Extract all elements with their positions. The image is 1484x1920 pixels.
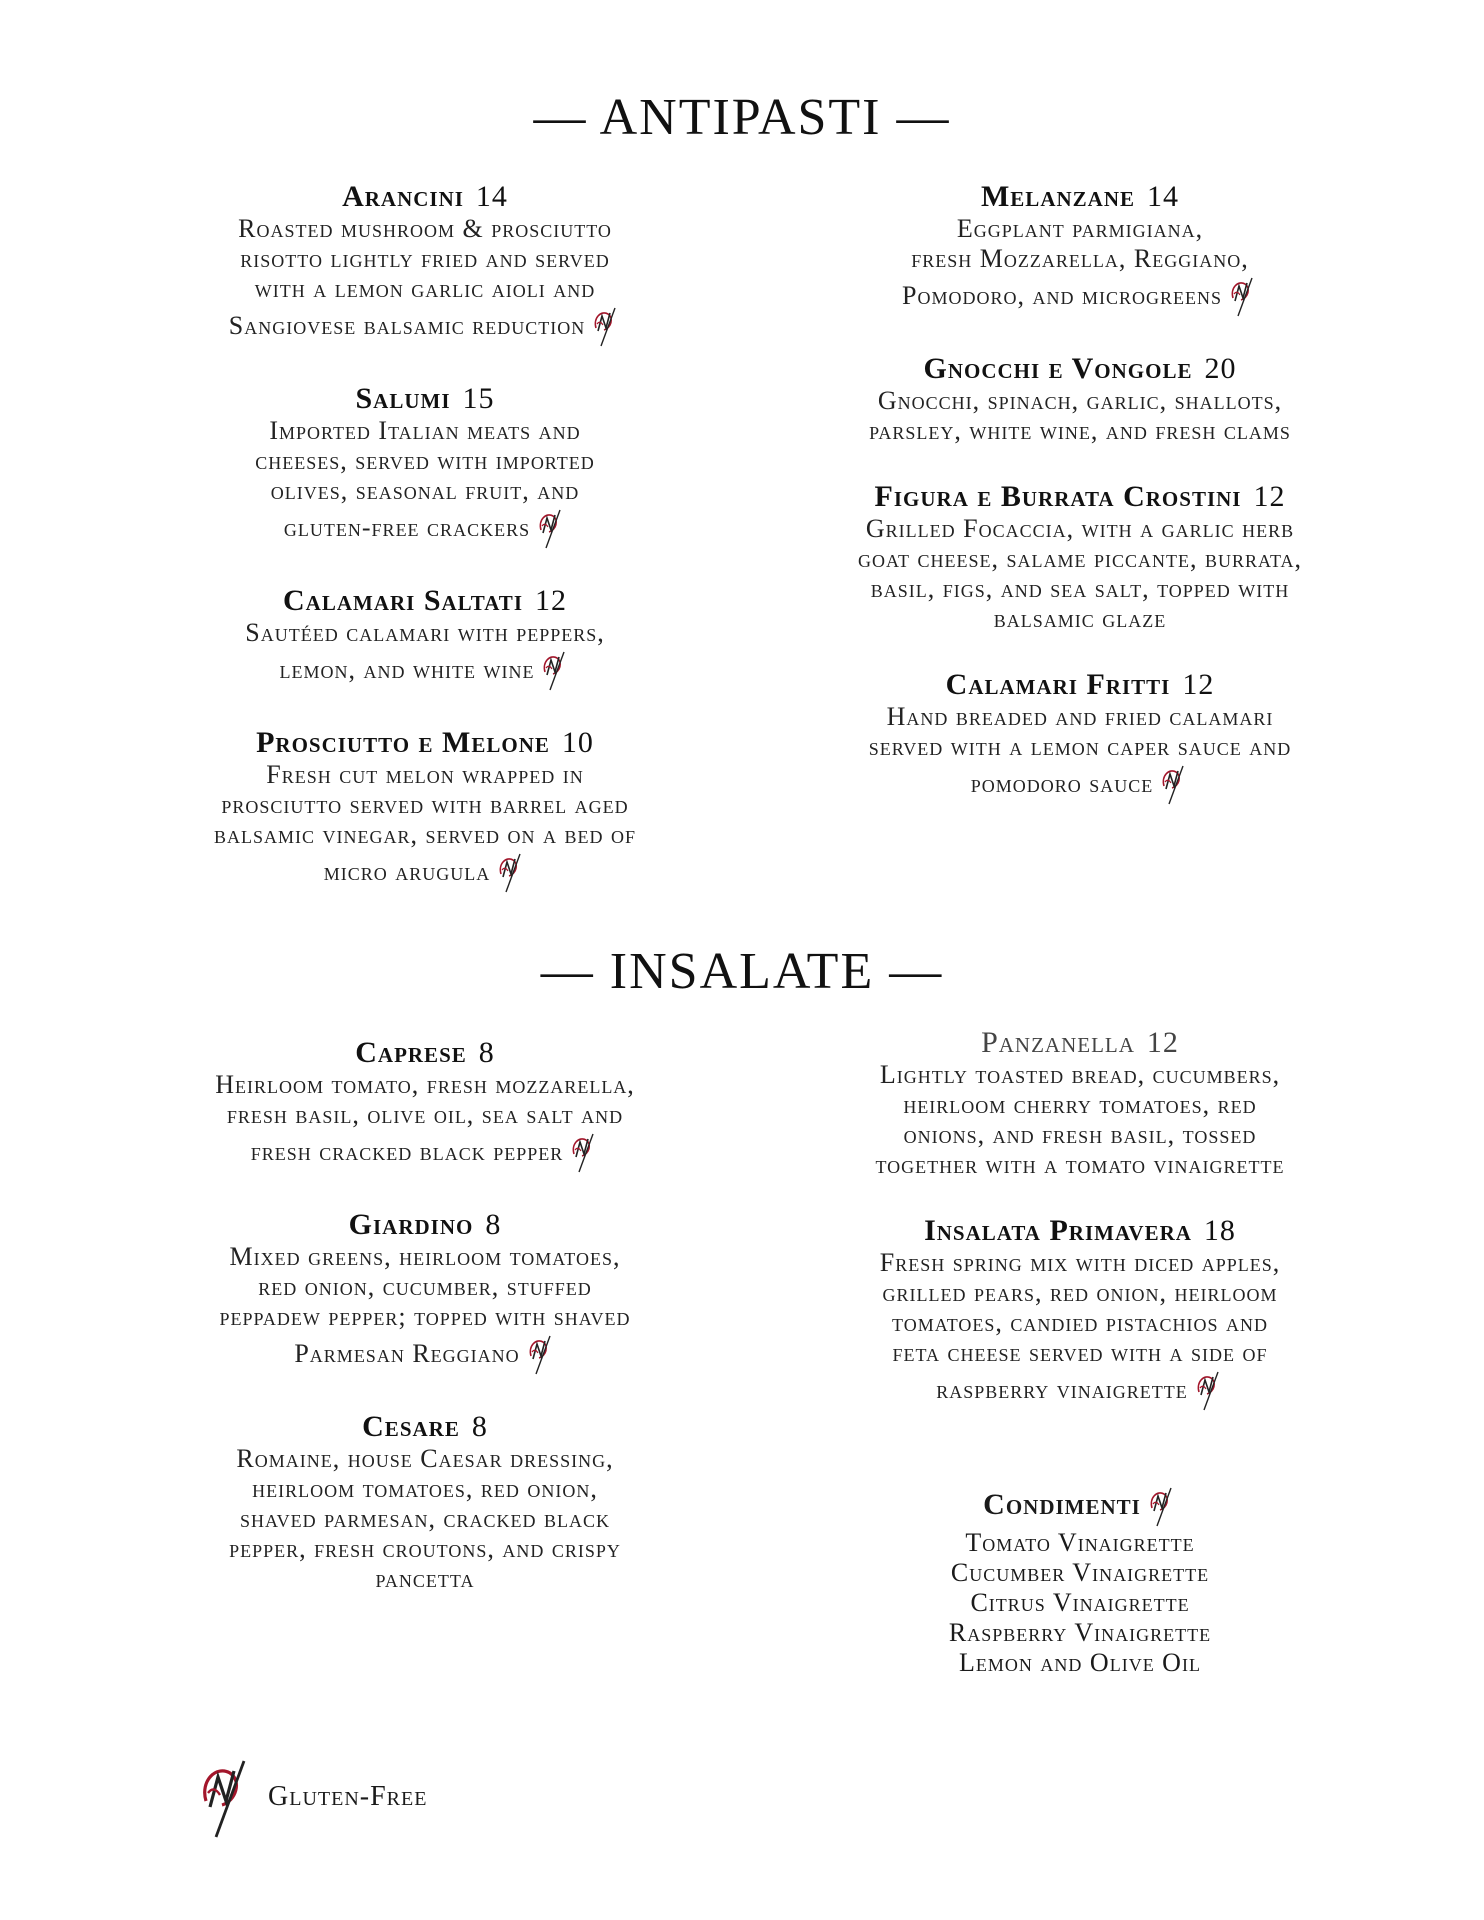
description-text: red onion, cucumber, stuffed: [258, 1272, 592, 1301]
description-line: [130, 850, 720, 894]
menu-item: [130, 1036, 720, 1174]
gluten-free-icon: [526, 1332, 556, 1376]
condimenti-item: Lemon and Olive Oil: [959, 1648, 1201, 1677]
gluten-free-icon: [1228, 274, 1258, 318]
description-line: [780, 1338, 1380, 1368]
description-line: [130, 274, 720, 304]
description-text: cheeses, served with imported: [255, 446, 595, 475]
menu-item-description: [780, 386, 1380, 446]
condimenti-item: Tomato Vinaigrette: [965, 1528, 1195, 1557]
antipasti-right-column: [780, 180, 1380, 840]
description-line: [780, 732, 1380, 762]
description-text: Fresh cut melon wrapped in: [266, 760, 584, 789]
gluten-free-icon: [1147, 1484, 1177, 1528]
menu-item-description: [780, 1060, 1380, 1180]
description-line: [130, 1302, 720, 1332]
menu-item-heading: [130, 382, 720, 416]
description-text: Mixed greens, heirloom tomatoes,: [229, 1242, 621, 1271]
description-text: heirloom tomatoes, red onion,: [252, 1474, 598, 1503]
menu-item: [780, 668, 1380, 806]
description-text: shaved parmesan, cracked black: [239, 1504, 611, 1533]
description-text: Romaine, house Caesar dressing,: [236, 1444, 614, 1473]
description-line: [130, 1444, 720, 1474]
menu-item-description: [780, 214, 1380, 318]
description-text: parsley, white wine, and fresh clams: [869, 416, 1291, 445]
description-text: Heirloom tomato, fresh mozzarella,: [215, 1070, 635, 1099]
menu-item-name: Melanzane: [980, 180, 1135, 213]
description-text: risotto lightly fried and served: [240, 244, 610, 273]
gluten-free-icon: [536, 506, 566, 550]
insalate-title: — INSALATE —: [540, 943, 944, 1000]
description-text: feta cheese served with a side of: [892, 1338, 1268, 1367]
description-line: [130, 790, 720, 820]
description-text: raspberry vinaigrette: [936, 1375, 1188, 1404]
menu-item-price: 14: [475, 180, 508, 213]
description-line: [780, 214, 1380, 244]
description-line: [780, 1308, 1380, 1338]
insalate-right-column: [780, 1026, 1380, 1446]
menu-item-heading: [130, 1036, 720, 1070]
description-line: [130, 304, 720, 348]
menu-item-heading: [130, 1410, 720, 1444]
description-text: balsamic glaze: [993, 604, 1167, 633]
description-line: [130, 820, 720, 850]
menu-item-price: 14: [1147, 180, 1179, 213]
menu-item-price: 8: [485, 1208, 502, 1241]
menu-item: [780, 1214, 1380, 1412]
description-line: [780, 762, 1380, 806]
menu-item-price: 8: [478, 1036, 495, 1069]
description-text: Hand breaded and fried calamari: [886, 702, 1274, 731]
description-text: peppadew pepper; topped with shaved: [219, 1302, 631, 1331]
description-text: Gnocchi, spinach, garlic, shallots,: [877, 386, 1283, 415]
menu-item-name: Insalata Primavera: [924, 1214, 1192, 1247]
menu-item-price: 12: [1146, 1026, 1179, 1059]
menu-item-description: [780, 514, 1380, 634]
menu-item-description: [780, 1248, 1380, 1412]
menu-item-heading: [780, 1026, 1380, 1060]
description-line: [780, 604, 1380, 634]
menu-item: [780, 180, 1380, 318]
description-line: [780, 244, 1380, 274]
description-line: [130, 1070, 720, 1100]
menu-item-price: 12: [1253, 480, 1286, 513]
menu-item: [780, 352, 1380, 446]
menu-item-description: [130, 1070, 720, 1174]
menu-item-name: Panzanella: [981, 1026, 1135, 1059]
description-line: [130, 1534, 720, 1564]
description-line: [780, 1368, 1380, 1412]
menu-item-price: 12: [535, 584, 567, 617]
description-text: pomodoro sauce: [970, 769, 1154, 798]
menu-item: [130, 726, 720, 894]
description-text: olives, seasonal fruit, and: [270, 476, 580, 505]
description-text: fresh basil, olive oil, sea salt and: [226, 1100, 624, 1129]
menu-item-price: 15: [462, 382, 495, 415]
menu-item-description: [130, 1444, 720, 1594]
menu-item-heading: [780, 352, 1380, 386]
description-text: heirloom cherry tomatoes, red: [903, 1090, 1257, 1119]
description-line: [130, 1504, 720, 1534]
menu-item: [780, 1026, 1380, 1180]
description-text: Parmesan Reggiano: [294, 1339, 520, 1368]
description-text: onions, and fresh basil, tossed: [903, 1120, 1257, 1149]
description-text: Sautéed calamari with peppers,: [245, 618, 605, 647]
menu-item-name: Gnocchi e Vongole: [923, 352, 1193, 385]
menu-item-name: Salumi: [355, 382, 451, 415]
menu-item-price: 20: [1204, 352, 1237, 385]
menu-item: [780, 480, 1380, 634]
description-text: Lightly toasted bread, cucumbers,: [879, 1060, 1281, 1089]
menu-item-price: 12: [1182, 668, 1215, 701]
description-line: [130, 416, 720, 446]
description-text: tomatoes, candied pistachios and: [892, 1308, 1268, 1337]
description-text: lemon, and white wine: [279, 655, 535, 684]
antipasti-title: — ANTIPASTI —: [533, 89, 951, 146]
description-line: [130, 760, 720, 790]
description-line: [130, 214, 720, 244]
description-text: together with a tomato vinaigrette: [875, 1150, 1285, 1179]
description-line: [130, 244, 720, 274]
description-line: [130, 446, 720, 476]
gluten-free-icon: [196, 1752, 256, 1842]
description-line: [780, 1248, 1380, 1278]
description-text: grilled pears, red onion, heirloom: [882, 1278, 1278, 1307]
menu-item-heading: [130, 726, 720, 760]
description-text: prosciutto served with barrel aged: [221, 790, 629, 819]
description-text: gluten-free crackers: [283, 513, 531, 542]
description-line: [780, 1120, 1380, 1150]
menu-item-heading: [780, 180, 1380, 214]
menu-item-description: [130, 760, 720, 894]
menu-item-description: [130, 416, 720, 550]
description-line: [780, 1090, 1380, 1120]
insalate-left-column: [130, 1036, 720, 1628]
description-line: [130, 618, 720, 648]
menu-item: [130, 584, 720, 692]
menu-item-price: 10: [561, 726, 594, 759]
description-line: [130, 1242, 720, 1272]
description-text: with a lemon garlic aioli and: [254, 274, 596, 303]
menu-item-name: Calamari Saltati: [283, 584, 523, 617]
menu-item-name: Prosciutto e Melone: [256, 726, 550, 759]
menu-item: [130, 382, 720, 550]
description-line: [130, 1474, 720, 1504]
description-line: [130, 648, 720, 692]
description-line: [130, 1100, 720, 1130]
description-line: [780, 274, 1380, 318]
menu-item-name: Figura e Burrata Crostini: [874, 480, 1242, 513]
condimenti-item: Cucumber Vinaigrette: [950, 1558, 1210, 1587]
description-line: [780, 386, 1380, 416]
description-line: [130, 476, 720, 506]
gluten-free-legend: [190, 1752, 427, 1842]
legend-label: Gluten-Free: [268, 1781, 428, 1812]
description-text: pepper, fresh croutons, and crispy: [229, 1534, 621, 1563]
menu-item-heading: [780, 1214, 1380, 1248]
description-text: Fresh spring mix with diced apples,: [879, 1248, 1281, 1277]
menu-item-description: [780, 702, 1380, 806]
description-line: [780, 1060, 1380, 1090]
description-text: basil, figs, and sea salt, topped with: [870, 574, 1290, 603]
description-line: [780, 574, 1380, 604]
description-text: Imported Italian meats and: [269, 416, 581, 445]
description-text: Sangiovese balsamic reduction: [228, 311, 586, 340]
menu-item-heading: [130, 584, 720, 618]
menu-item-name: Calamari Fritti: [945, 668, 1171, 701]
description-text: pancetta: [375, 1564, 475, 1593]
menu-item-price: 8: [471, 1410, 488, 1443]
description-line: [130, 1332, 720, 1376]
description-line: [780, 1278, 1380, 1308]
gluten-free-icon: [569, 1130, 599, 1174]
menu-item: [130, 180, 720, 348]
menu-item-name: Giardino: [348, 1208, 474, 1241]
description-line: [780, 702, 1380, 732]
menu-item-name: Arancini: [342, 180, 464, 213]
gluten-free-icon: [591, 304, 621, 348]
description-text: micro arugula: [323, 857, 491, 886]
gluten-free-icon: [540, 648, 570, 692]
condimenti-item: Citrus Vinaigrette: [970, 1588, 1190, 1617]
gluten-free-icon: [1159, 762, 1189, 806]
menu-item-description: [130, 618, 720, 692]
description-line: [130, 1272, 720, 1302]
description-text: balsamic vinegar, served on a bed of: [213, 820, 637, 849]
condimenti-title: Condimenti: [880, 1484, 1280, 1528]
description-line: [780, 416, 1380, 446]
menu-item-heading: [130, 180, 720, 214]
antipasti-left-column: [130, 180, 720, 928]
description-line: [130, 1564, 720, 1594]
description-text: served with a lemon caper sauce and: [868, 732, 1292, 761]
description-text: Roasted mushroom & prosciutto: [238, 214, 612, 243]
description-line: [780, 1150, 1380, 1180]
description-line: [130, 1130, 720, 1174]
description-line: [780, 544, 1380, 574]
menu-item-price: 18: [1203, 1214, 1236, 1247]
menu-item-name: Caprese: [355, 1036, 467, 1069]
description-text: Pomodoro, and microgreens: [902, 281, 1222, 310]
condimenti-list: [880, 1528, 1280, 1678]
menu-item-description: [130, 1242, 720, 1376]
menu-item-heading: [130, 1208, 720, 1242]
description-text: Eggplant parmigiana,: [956, 214, 1204, 243]
menu-item-heading: [780, 480, 1380, 514]
menu-item-description: [130, 214, 720, 348]
description-text: goat cheese, salame piccante, burrata,: [857, 544, 1303, 573]
menu-item-heading: [780, 668, 1380, 702]
description-line: [780, 514, 1380, 544]
menu-item-name: Cesare: [362, 1410, 460, 1443]
menu-item: [130, 1208, 720, 1376]
description-text: Grilled Focaccia, with a garlic herb: [865, 514, 1295, 543]
condimenti-item: Raspberry Vinaigrette: [948, 1618, 1212, 1647]
menu-item: [130, 1410, 720, 1594]
description-text: fresh cracked black pepper: [250, 1137, 564, 1166]
gluten-free-icon: [1194, 1368, 1224, 1412]
condimenti: [880, 1484, 1280, 1678]
description-line: [130, 506, 720, 550]
gluten-free-icon: [496, 850, 526, 894]
description-text: fresh Mozzarella, Reggiano,: [911, 244, 1249, 273]
